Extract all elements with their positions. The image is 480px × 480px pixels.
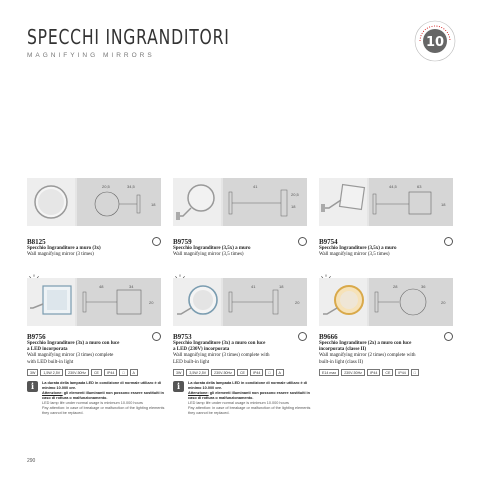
spec-badge: 1,5W 2,5V xyxy=(40,369,63,376)
spec-badge: E14 max xyxy=(319,369,339,376)
dimension-label: 20 xyxy=(441,300,446,305)
technical-drawing xyxy=(77,178,161,226)
spec-badge: IP44 xyxy=(250,369,263,376)
extending-mirror-icon xyxy=(173,178,221,226)
class-ii-icon: □ xyxy=(411,369,419,376)
round-led-mirror-icon xyxy=(173,278,221,326)
page-number: 290 xyxy=(27,458,36,464)
product-photo xyxy=(173,178,221,226)
note-text: La durata della lampada LED in condizione di normale utilizzo è di minimo 10.000 ore. Attenzione: gli elementi illuminanti non possono essere sostituiti in caso di rottura o malfunzionamento. LED lamp life under normal usage is minimum 10.000 hours Pay attention: in case of breakage or malfunction of the lighting elements they cannot be replaced. xyxy=(42,381,165,415)
product-photo xyxy=(27,178,75,226)
dimension-label: 28 xyxy=(393,284,398,289)
technical-drawing xyxy=(369,178,453,226)
product-photo xyxy=(319,178,367,226)
product-code: B9666 xyxy=(319,333,338,341)
led-note xyxy=(173,381,313,421)
page-title: SPECCHI INGRANDITORI xyxy=(27,25,230,49)
product-image-panel xyxy=(173,178,307,226)
product-description: Specchio Ingranditore a muro (3x) Wall magnifying mirror (3 times) xyxy=(27,246,101,258)
spec-badge: 3,5W 2,5V xyxy=(186,369,209,376)
product-code: B9753 xyxy=(173,333,192,341)
spec-badge: 230V-50Hz xyxy=(341,369,365,376)
ce-mark-icon: CE xyxy=(91,369,102,376)
product-image-panel xyxy=(319,278,453,326)
ce-mark-icon: CE xyxy=(237,369,248,376)
spec-badge: IP44 xyxy=(395,369,408,376)
energy-class-badge: A xyxy=(276,369,284,376)
square-mirror-icon xyxy=(319,178,367,226)
dimension-label: 20 xyxy=(149,300,154,305)
dimension-label: 41 xyxy=(253,184,258,189)
product-description: Specchio Ingranditore (2x) a muro con luce incorporata (classe II) Wall magnifying mirror (2 times) complete with built-in light (class II) xyxy=(319,341,416,365)
select-circle[interactable] xyxy=(152,237,161,246)
select-circle[interactable] xyxy=(444,237,453,246)
product-image-panel xyxy=(173,278,307,326)
product-code: B8125 xyxy=(27,238,46,246)
product-image-panel xyxy=(319,178,453,226)
technical-drawing xyxy=(369,278,453,326)
spec-badge: IP44 xyxy=(104,369,117,376)
dimension-label: 48 xyxy=(99,284,104,289)
dimension-label: 20,5 xyxy=(102,184,110,189)
product-code: B9756 xyxy=(27,333,46,341)
led-note xyxy=(27,381,167,421)
class-ii-icon: □ xyxy=(265,369,273,376)
select-circle[interactable] xyxy=(298,237,307,246)
product-description: Specchio Ingranditore (3x) a muro con luce a LED (230V) incorporata Wall magnifying mirror (3 times) complete with LED built-in light xyxy=(173,341,270,365)
dimension-label: 18 xyxy=(441,202,446,207)
technical-drawing xyxy=(223,178,307,226)
dimension-label: 34,5 xyxy=(127,184,135,189)
dimension-label: 36 xyxy=(421,284,426,289)
note-text: La durata della lampada LED in condizione di normale utilizzo è di minimo 10.000 ore. Attenzione: gli elementi illuminanti non possono essere sostituiti in caso di rottura o malfunzionamento. LED lamp life under normal usage is minimum 10.000 hours Pay attention: in case of breakage or malfunction of the lighting elements they cannot be replaced. xyxy=(188,381,311,415)
energy-class-badge: A xyxy=(130,369,138,376)
spec-badge: 230V-50Hz xyxy=(211,369,235,376)
select-circle[interactable] xyxy=(444,332,453,341)
spec-badge: 3W xyxy=(173,369,184,376)
select-circle[interactable] xyxy=(152,332,161,341)
product-photo xyxy=(319,278,367,326)
ce-mark-icon: CE xyxy=(382,369,393,376)
spec-badge: IP44 xyxy=(367,369,380,376)
select-circle[interactable] xyxy=(298,332,307,341)
spec-icons-row xyxy=(319,369,419,376)
dimension-label: 18 xyxy=(279,284,284,289)
product-code: B9754 xyxy=(319,238,338,246)
product-code: B9759 xyxy=(173,238,192,246)
product-description: Specchio Ingranditore (3,5x) a muro Wall magnifying mirror (3,5 times) xyxy=(319,246,397,258)
product-photo xyxy=(27,278,75,326)
class-ii-icon: □ xyxy=(119,369,127,376)
spec-icons-row xyxy=(173,369,284,376)
technical-drawing xyxy=(223,278,307,326)
spec-badge: 3W xyxy=(27,369,38,376)
dimension-label: 41 xyxy=(251,284,256,289)
lit-round-mirror-icon xyxy=(319,278,367,326)
dimension-label: 20,5 xyxy=(291,192,299,197)
product-description: Specchio Ingranditore (3,5x) a muro Wall magnifying mirror (3,5 times) xyxy=(173,246,251,258)
product-image-panel xyxy=(27,278,161,326)
page-subtitle: MAGNIFYING MIRRORS xyxy=(27,52,155,59)
product-photo xyxy=(173,278,221,326)
svg-text:10: 10 xyxy=(425,35,445,50)
info-icon: i xyxy=(27,381,38,392)
spec-icons-row xyxy=(27,369,138,376)
dimension-label: 34 xyxy=(129,284,134,289)
product-description: Specchio Ingranditore (3x) a muro con luce a LED incorporata Wall magnifying mirror (3 times) complete with LED built-in light xyxy=(27,341,120,365)
info-icon: i xyxy=(173,381,184,392)
dimension-label: 20 xyxy=(295,300,300,305)
warranty-badge-icon xyxy=(414,20,456,62)
square-led-mirror-icon xyxy=(27,278,75,326)
dimension-label: 18 xyxy=(291,204,296,209)
dimension-label: 44,5 xyxy=(389,184,397,189)
dimension-label: 63 xyxy=(417,184,422,189)
dimension-label: 18 xyxy=(151,202,156,207)
round-mirror-icon xyxy=(27,178,75,226)
technical-drawing xyxy=(77,278,161,326)
spec-badge: 230V-50Hz xyxy=(65,369,89,376)
product-image-panel xyxy=(27,178,161,226)
